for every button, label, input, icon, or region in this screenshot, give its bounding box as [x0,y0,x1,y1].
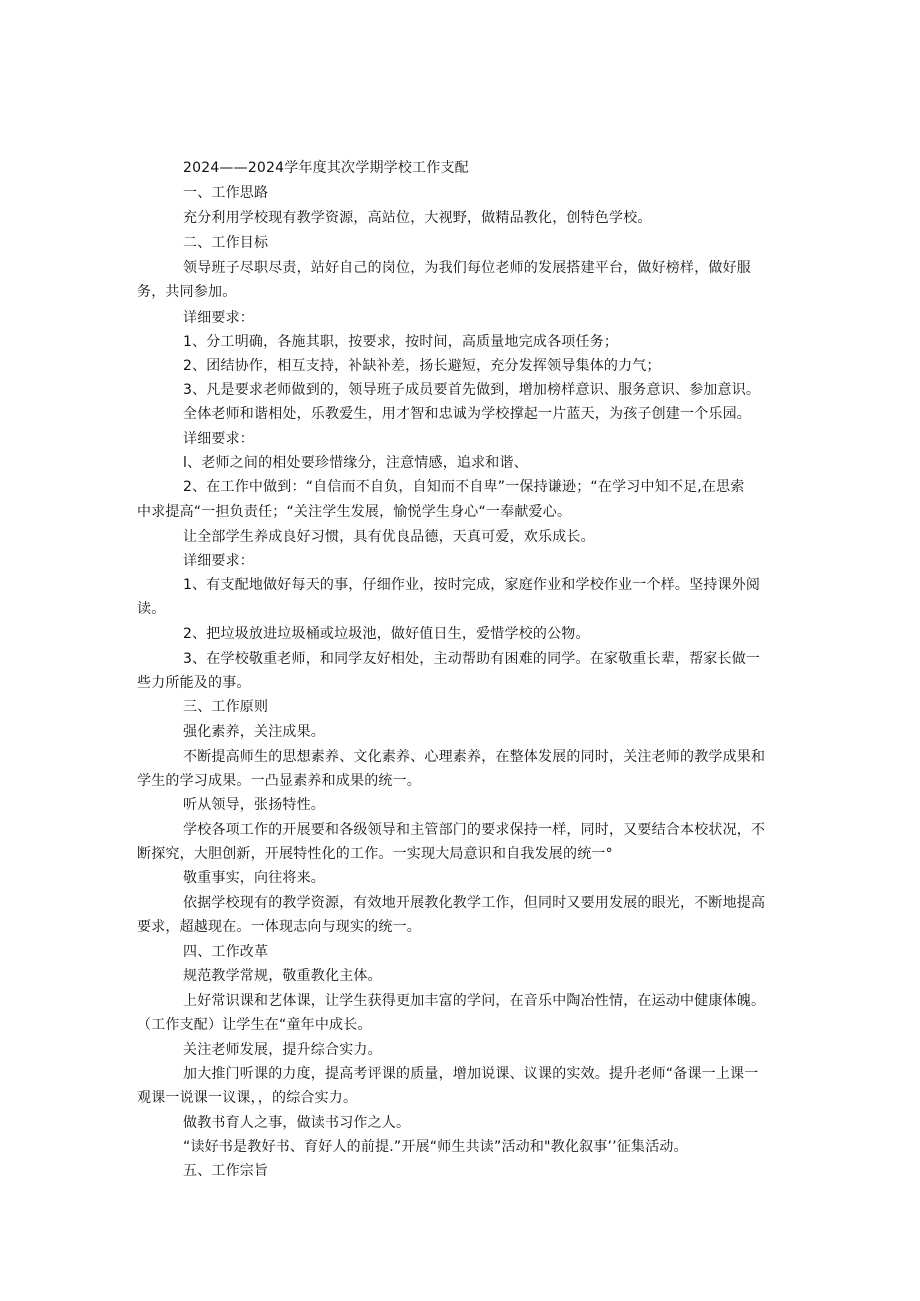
paragraph-line: 敬重事实，向往将来。 [183,870,325,886]
paragraph-line: 要求，超越现在。一体现志向与现实的统一。 [137,919,421,935]
section-heading-4: 四、工作改革 [183,944,269,960]
paragraph-line: 关注老师发展，提升综合实力。 [183,1042,382,1058]
list-item: 1、有支配地做好每天的事，仔细作业，按时完成，家庭作业和学校作业一个样。坚持课外阅 [183,577,761,593]
paragraph-line: 全体老师和谐相处，乐教爱生，用才智和忠诚为学校撑起一片蓝天，为孩子创建一个乐园。 [183,406,751,422]
paragraph-line: 学校各项工作的开展要和各级领导和主管部门的要求保持一样，同时，又要结合本校状况，不 [183,822,766,838]
subheading: 详细要求： [183,310,254,326]
list-item: l、老师之间的相处要珍惜缘分，注意情感，追求和谐、 [183,455,528,471]
paragraph-line: 领导班子尽职尽责，站好自己的岗位，为我们每位老师的发展搭建平台，做好榜样，做好服 [183,260,751,276]
paragraph-line: 依据学校现有的教学资源，有效地开展教化教学工作，但同时又要用发展的眼光，不断地提高 [183,895,766,911]
paragraph-line: 务，共同参加。 [137,284,237,300]
paragraph-line: 不断提高师生的思想素养、文化素养、心理素养，在整体发展的同时，关注老师的教学成果和 [183,749,766,765]
paragraph-line: 断探究，大胆创新，开展特性化的工作。一实现大局意识和自我发展的统一° [137,846,613,862]
paragraph-line: 充分利用学校现有教学资源，高站位，大视野，做精品教化，创特色学校。 [183,210,652,226]
subheading: 详细要求： [183,553,254,569]
paragraph-line: 让全部学生养成良好习惯，具有优良品德，天真可爱，欢乐成长。 [183,529,595,545]
paragraph-line: 规范教学常规，敬重教化主体。 [183,968,382,984]
paragraph-line: 观课一说课一议课，，的综合实力。 [137,1090,358,1106]
paragraph-line: 加大推门听课的力度，提高考评课的质量，增加说课、议课的实效。提升老师“备课一上课一 [183,1066,759,1082]
paragraph-line: 学生的学习成果。一凸显素养和成果的统一。 [137,773,421,789]
list-item: 1、分工明确，各施其职，按要求，按时间，高质量地完成各项任务； [183,334,619,350]
list-item: 2、在工作中做到：“自信而不自负，自知而不自卑”一保持谦逊；“在学习中知不足,在思索 [183,479,745,495]
list-item: 2、团结协作，相互支持，补缺补差，扬长避短，充分发挥领导集体的力气； [183,358,661,374]
paragraph-line: 听从领导，张扬特性。 [183,797,325,813]
paragraph-line: 强化素养，关注成果。 [183,724,325,740]
list-item: 2、把垃圾放进垃圾桶或垃圾池，做好值日生，爱惜学校的公物。 [183,626,590,642]
list-item: 些力所能及的事。 [137,675,251,691]
list-item: 3、凡是要求老师做到的，领导班子成员要首先做到，增加榜样意识、服务意识、参加意识。 [183,382,761,398]
section-heading-3: 三、工作原则 [183,699,269,715]
paragraph-line: “读好书是教好书、育好人的前提.”开展“师生共读”活动和"教化叙事’’征集活动。 [183,1139,688,1155]
list-item: 读。 [137,601,166,617]
subheading: 详细要求： [183,431,254,447]
document-title: 2024——2024学年度其次学期学校工作支配 [183,160,469,176]
paragraph-line: 上好常识课和艺体课，让学生获得更加丰富的学问，在音乐中陶冶性情，在运动中健康体魄。 [183,993,766,1009]
section-heading-2: 二、工作目标 [183,235,269,251]
paragraph-line: （工作支配）让学生在“童年中成长。 [137,1017,372,1033]
list-item: 中求提高“一担负责任；“关注学生发展，愉悦学生身心“一奉献爱心。 [137,504,572,520]
section-heading-5: 五、工作宗旨 [183,1163,269,1179]
list-item: 3、在学校敬重老师，和同学友好相处，主动帮助有困难的同学。在家敬重长辈，帮家长做一 [183,651,761,667]
section-heading-1: 一、工作思路 [183,185,269,201]
paragraph-line: 做教书育人之事，做读书习作之人。 [183,1115,411,1131]
